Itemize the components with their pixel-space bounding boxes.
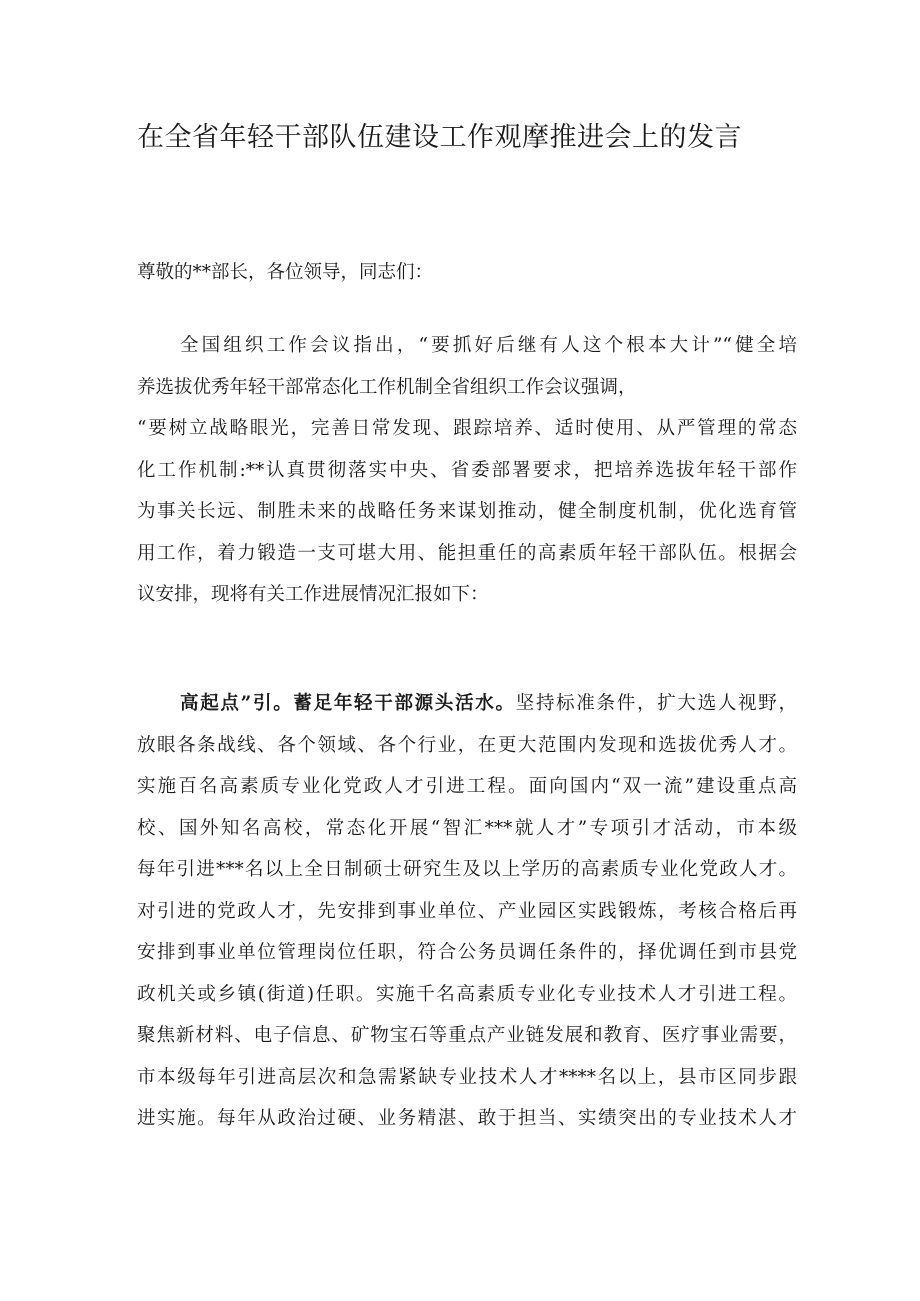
paragraph-line: 对引进的党政人才，先安排到事业单位、产业园区实践锻炼，考核合格后再 bbox=[137, 900, 797, 922]
paragraph-intro bbox=[137, 325, 797, 616]
paragraph-line: “要树立战略眼光，完善日常发现、跟踪培养、适时使用、从严管理的常态 bbox=[137, 418, 797, 439]
paragraph-first-line-text: 坚持标准条件，扩大选人视野， bbox=[515, 693, 797, 714]
paragraph-line: 放眼各条战线、各个领域、各个行业，在更大范围内发现和选拔优秀人才。 bbox=[137, 734, 797, 756]
paragraph-line: 养选拔优秀年轻干部常态化工作机制全省组织工作会议强调， bbox=[137, 376, 637, 398]
section-heading: 高起点”引。蓄足年轻干部源头活水。 bbox=[180, 693, 516, 714]
paragraph-line: 安排到事业单位管理岗位任职，符合公务员调任条件的，择优调任到市县党 bbox=[137, 942, 797, 963]
paragraph-line: 政机关或乡镇(街道)任职。实施千名高素质专业化专业技术人才引进工程。 bbox=[137, 983, 797, 1005]
paragraph-line: 化工作机制:**认真贯彻落实中央、省委部署要求，把培养选拔年轻干部作 bbox=[137, 459, 797, 481]
paragraph-talent-introduction bbox=[137, 683, 797, 1140]
paragraph-line: 议安排，现将有关工作进展情况汇报如下： bbox=[137, 584, 489, 605]
paragraph-line: 市本级每年引进高层次和急需紧缺专业技术人才****名以上，县市区同步跟 bbox=[137, 1066, 797, 1088]
paragraph-first-line bbox=[137, 683, 797, 725]
paragraph-line: 实施百名高素质专业化党政人才引进工程。面向国内“双一流”建设重点高 bbox=[137, 776, 797, 797]
paragraph-line: 每年引进***名以上全日制硕士研究生及以上学历的高素质专业化党政人才。 bbox=[137, 859, 797, 880]
paragraph-line: 聚焦新材料、电子信息、矿物宝石等重点产业链发展和教育、医疗事业需要， bbox=[137, 1025, 797, 1046]
paragraph-line: 全国组织工作会议指出，“要抓好后继有人这个根本大计”“健全培 bbox=[180, 335, 797, 356]
document-title: 在全省年轻干部队伍建设工作观摩推进会上的发言 bbox=[137, 122, 742, 153]
paragraph-line: 进实施。每年从政治过硬、业务精湛、敢于担当、实绩突出的专业技术人才 bbox=[137, 1108, 797, 1129]
salutation: 尊敬的**部长，各位领导，同志们： bbox=[137, 262, 434, 283]
paragraph-line: 为事关长远、制胜未来的战略任务来谋划推动，健全制度机制，优化选育管 bbox=[137, 501, 797, 522]
paragraph-line: 校、国外知名高校，常态化开展“智汇***就人才”专项引才活动，市本级 bbox=[137, 817, 797, 839]
paragraph-line: 用工作，着力锻造一支可堪大用、能担重任的高素质年轻干部队伍。根据会 bbox=[137, 542, 797, 564]
